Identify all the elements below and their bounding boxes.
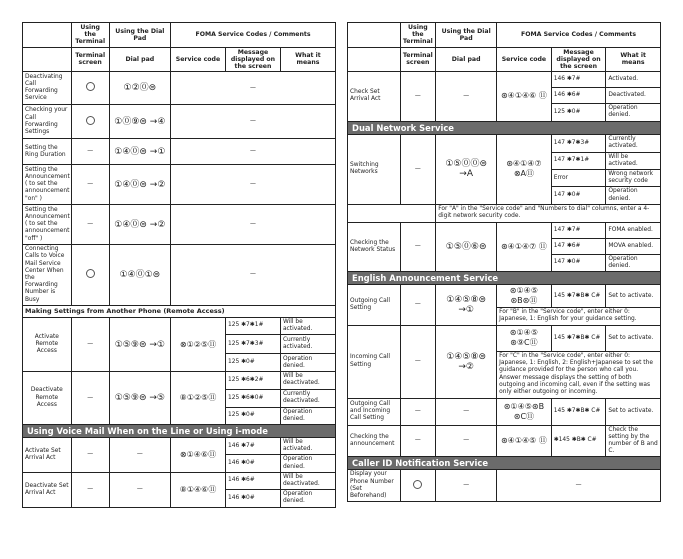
table-row <box>23 245 336 306</box>
terminal-value: — <box>71 372 109 425</box>
meaning-text: Will be deactivated. <box>280 472 335 489</box>
message-text: 125 ✱6✱2# <box>225 372 280 389</box>
service-code: ⊛①④⑤⊛B ⊛C⑪ <box>497 398 552 425</box>
meaning-text: Will be activated. <box>280 317 335 334</box>
row-label: Switching Networks <box>348 134 401 204</box>
header-what-it-means: What it means <box>606 47 661 72</box>
table-row <box>23 139 336 165</box>
table-row <box>348 425 661 457</box>
message-text: 147 ✱7# <box>551 222 606 238</box>
table-row <box>23 317 336 334</box>
row-label: Check Set Arrival Act <box>348 72 401 121</box>
header-terminal-screen: Terminal screen <box>71 47 109 72</box>
row-label: Setting the Ring Duration <box>23 139 72 165</box>
service-code: ⊛④①④⑦ ⑪ <box>497 222 552 271</box>
message-text: 125 ✱0# <box>225 354 280 372</box>
meaning-text: Will be deactivated. <box>280 372 335 389</box>
row-label: Connecting Calls to Voice Mail Service Center When the Forwarding Number is Busy <box>23 245 72 306</box>
service-code: ⊛①④⑤ ⊛B⊛⑪ <box>497 285 552 308</box>
dial-sequence: ①⑤⑨⊜ →⑤ <box>109 372 170 425</box>
left-service-table <box>22 22 336 508</box>
table-row <box>348 222 661 238</box>
header-foma-codes: FOMA Service Codes / Comments <box>497 23 661 48</box>
row-label: Setting the Announcement ( to set the announcement "on" ) <box>23 165 72 205</box>
terminal-value: — <box>400 72 436 121</box>
terminal-value: — <box>400 134 436 204</box>
foma-code: — <box>171 105 336 139</box>
row-label: Checking the Network Status <box>348 222 401 271</box>
meaning-text: Set to activate. <box>606 325 661 351</box>
dial-sequence: — <box>436 398 497 425</box>
left-table-panel <box>22 22 336 508</box>
table-row <box>348 398 661 425</box>
language-b-note: For "B" in the "Service code", enter either 0: Japanese, 1: English for your guidance setting. <box>497 308 661 325</box>
meaning-text: Deactivated. <box>606 88 661 104</box>
table-row <box>348 470 661 502</box>
service-code: ⑧①④⑥⑪ <box>171 472 226 507</box>
language-c-note: For "C" in the "Service code", enter either 0: Japanese, 1: English, 2: English+Japanese to set the guidance provided for the person who call you. Answer message displays the setting of both outgoing and incoming call, even if the setting was only either outgoing or incoming. <box>497 351 661 398</box>
terminal-available-icon <box>71 245 109 306</box>
header-using-terminal: Using the Terminal <box>71 23 109 48</box>
row-label: Setting the Announcement ( to set the announcement "off" ) <box>23 205 72 245</box>
meaning-text: Operation denied. <box>280 455 335 472</box>
service-code: ⊗①④⑥⑪ <box>171 438 226 473</box>
message-text: 146 ✱6# <box>551 88 606 104</box>
foma-code: — <box>171 165 336 205</box>
remote-access-heading: Making Settings from Another Phone (Remote Access) <box>23 305 336 317</box>
row-label: Deactivating Call Forwarding Service <box>23 72 72 105</box>
message-text: 145 ✱7✱B✱ C# <box>551 285 606 308</box>
meaning-text: Check the setting by the number of B and C. <box>606 425 661 457</box>
foma-code: — <box>171 205 336 245</box>
table-row <box>23 205 336 245</box>
terminal-value: — <box>400 398 436 425</box>
dial-sequence: — <box>436 72 497 121</box>
table-row <box>23 472 336 489</box>
header-message-displayed: Message displayed on the screen <box>225 47 280 72</box>
dial-sequence: — <box>109 472 170 507</box>
service-code: ⊛①④⑤ ⊛⑨C⑪ <box>497 325 552 351</box>
terminal-value: — <box>71 205 109 245</box>
caller-id-heading: Caller ID Notification Service <box>348 457 661 470</box>
row-label: Incoming Call Setting <box>348 325 401 398</box>
header-what-it-means: What it means <box>280 47 335 72</box>
table-row <box>348 72 661 88</box>
meaning-text: Operation denied. <box>606 104 661 121</box>
header-terminal-screen: Terminal screen <box>400 47 436 72</box>
message-text: 147 ✱0# <box>551 187 606 204</box>
message-text: 145 ✱7✱B✱ C# <box>551 325 606 351</box>
english-announcement-heading: English Announcement Service <box>348 272 661 285</box>
right-table-panel <box>347 22 661 502</box>
meaning-text: Will be activated. <box>606 152 661 169</box>
row-label: Outgoing Call Setting <box>348 285 401 325</box>
terminal-value: — <box>400 222 436 271</box>
dial-sequence: — <box>436 470 497 502</box>
message-text: 147 ✱6# <box>551 238 606 254</box>
row-label: Checking the announcement <box>348 425 401 457</box>
message-text: 125 ✱0# <box>225 407 280 424</box>
terminal-value: — <box>71 139 109 165</box>
message-text: 125 ✱7✱3# <box>225 335 280 354</box>
network-code-note: For "A" in the "Service code" and "Numbers to dial" columns, enter a 4-digit network security code. <box>436 204 661 222</box>
table-row <box>23 372 336 389</box>
foma-code: — <box>171 139 336 165</box>
foma-code: — <box>171 245 336 306</box>
meaning-text: Operation denied. <box>606 254 661 271</box>
header-foma-codes: FOMA Service Codes / Comments <box>171 23 336 48</box>
meaning-text: Operation denied. <box>280 354 335 372</box>
dial-sequence: ①⓪⑨⊜ →④ <box>109 105 170 139</box>
table-row <box>23 72 336 105</box>
row-label: Activate Set Arrival Act <box>23 438 72 473</box>
row-label: Deactivate Set Arrival Act <box>23 472 72 507</box>
dial-sequence: ①④⓪⊜ →② <box>109 165 170 205</box>
foma-code: — <box>171 72 336 105</box>
terminal-value: — <box>400 285 436 325</box>
dial-sequence: — <box>109 438 170 473</box>
row-label: Display your Phone Number (Set Beforehand) <box>348 470 401 502</box>
message-text: 125 ✱7✱1# <box>225 317 280 334</box>
dual-network-heading: Dual Network Service <box>348 121 661 134</box>
dial-sequence: ①⑤⓪⓪⊜ →A <box>436 134 497 204</box>
header-service-code: Service code <box>171 47 226 72</box>
message-text: 147 ✱0# <box>551 254 606 271</box>
dial-sequence: ①④⓪⊜ →① <box>109 139 170 165</box>
right-service-table <box>347 22 661 502</box>
dial-sequence: ①⑤⑨⊜ →① <box>109 317 170 371</box>
header-service-code: Service code <box>497 47 552 72</box>
terminal-available-icon <box>400 470 436 502</box>
header-dial-pad: Dial pad <box>109 47 170 72</box>
message-text: 147 ✱7✱3# <box>551 134 606 152</box>
table-row <box>348 285 661 308</box>
terminal-value: — <box>400 325 436 398</box>
dial-sequence: ①④⓪①⊜ <box>109 245 170 306</box>
dial-sequence: — <box>436 425 497 457</box>
dial-sequence: ①②⓪⊜ <box>109 72 170 105</box>
meaning-text: Will be activated. <box>280 438 335 455</box>
header-message-displayed: Message displayed on the screen <box>551 47 606 72</box>
header-using-dial-pad: Using the Dial Pad <box>436 23 497 48</box>
message-text: 146 ✱7# <box>225 438 280 455</box>
meaning-text: Set to activate. <box>606 398 661 425</box>
dial-sequence: ①④⓪⊜ →② <box>109 205 170 245</box>
header-using-dial-pad: Using the Dial Pad <box>109 23 170 48</box>
dial-sequence: ①④⑤⑧⊜ →② <box>436 325 497 398</box>
terminal-value: — <box>71 472 109 507</box>
meaning-text: MOVA enabled. <box>606 238 661 254</box>
voicemail-section-heading: Using Voice Mail When on the Line or Using i-mode <box>23 425 336 438</box>
meaning-text: Activated. <box>606 72 661 88</box>
row-label: Checking your Call Forwarding Settings <box>23 105 72 139</box>
table-row <box>348 325 661 351</box>
meaning-text: Operation denied. <box>280 490 335 507</box>
message-text: 146 ✱0# <box>225 490 280 507</box>
meaning-text: Operation denied. <box>606 187 661 204</box>
service-code: ⊛④①④⑥ ⑪ <box>497 72 552 121</box>
header-dial-pad: Dial pad <box>436 47 497 72</box>
terminal-available-icon <box>71 72 109 105</box>
meaning-text: Operation denied. <box>280 407 335 424</box>
table-row <box>348 134 661 152</box>
service-code: ⊗①②⑤⑪ <box>171 317 226 371</box>
terminal-value: — <box>71 165 109 205</box>
message-text: ✱145 ✱B✱ C# <box>551 425 606 457</box>
table-row <box>23 438 336 455</box>
meaning-text: Currently activated. <box>280 335 335 354</box>
meaning-text: Set to activate. <box>606 285 661 308</box>
meaning-text: Currently activated. <box>606 134 661 152</box>
terminal-value: — <box>71 317 109 371</box>
message-text: 146 ✱6# <box>225 472 280 489</box>
row-label: Activate Remote Access <box>23 317 72 371</box>
message-text: 125 ✱6✱0# <box>225 389 280 407</box>
terminal-value: — <box>400 425 436 457</box>
service-code: ⊛④①④⑤ ⑪ <box>497 425 552 457</box>
message-text: 146 ✱0# <box>225 455 280 472</box>
service-code: ⑧①②⑤⑪ <box>171 372 226 425</box>
message-text: Error <box>551 170 606 187</box>
header-using-terminal: Using the Terminal <box>400 23 436 48</box>
foma-code: — <box>497 470 661 502</box>
table-row <box>23 105 336 139</box>
table-row <box>23 165 336 205</box>
message-text: 145 ✱7✱B✱ C# <box>551 398 606 425</box>
dial-sequence: ①⑤⓪⑥⊜ <box>436 222 497 271</box>
meaning-text: FOMA enabled. <box>606 222 661 238</box>
message-text: 146 ✱7# <box>551 72 606 88</box>
service-code: ⊛④①④⑦ ⊗A⑪ <box>497 134 552 204</box>
dial-sequence: ①④⑤⑧⊜ →① <box>436 285 497 325</box>
meaning-text: Wrong network security code <box>606 170 661 187</box>
message-text: 147 ✱7✱1# <box>551 152 606 169</box>
row-label: Outgoing Call and Incoming Call Setting <box>348 398 401 425</box>
terminal-value: — <box>71 438 109 473</box>
terminal-available-icon <box>71 105 109 139</box>
row-label: Deactivate Remote Access <box>23 372 72 425</box>
meaning-text: Currently deactivated. <box>280 389 335 407</box>
message-text: 125 ✱0# <box>551 104 606 121</box>
